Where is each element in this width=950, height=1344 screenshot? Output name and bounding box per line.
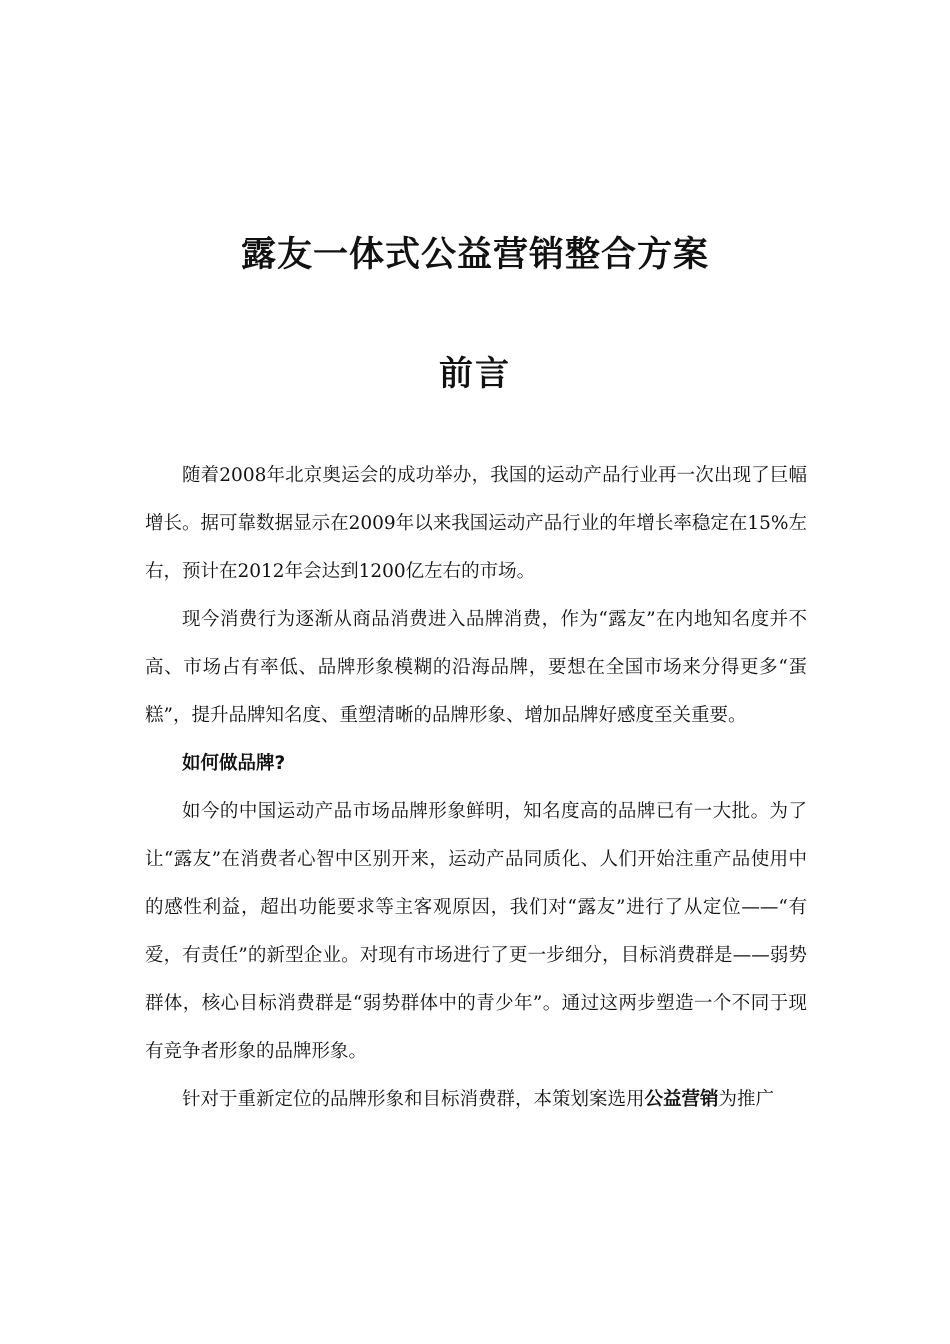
paragraph-4-text: 针对于重新定位的品牌形象和目标消费群，本策划案选用 [182,1089,645,1110]
paragraph-4-emphasis: 公益营销 [644,1089,719,1110]
paragraph-3: 如今的中国运动产品市场品牌形象鲜明，知名度高的品牌已有一大批。为了让“露友”在消费者心智中区别开来，运动产品同质化、人们开始注重产品使用中的感性利益，超出功能要求等主客观原因，我们对“露友”进行了从定位——“有爱，有责任”的新型企业。对现有市场进行了更一步细分，目标消费群是——弱势群体，核心目标消费群是“弱势群体中的青少年”。通过这两步塑造一个不同于现有竞争者形象的品牌形象。 [145,801,807,1062]
section-heading: 前言 [439,354,511,394]
document-body [145,452,807,1124]
document-title: 露友一体式公益营销整合方案 [240,234,709,275]
subheading: 如何做品牌? [182,753,286,774]
paragraph-4 [145,1076,807,1124]
paragraph-4-tail: 为推广 [718,1089,775,1110]
paragraph-2: 现今消费行为逐渐从商品消费进入品牌消费，作为“露友”在内地知名度并不高、市场占有率低、品牌形象模糊的沿海品牌，要想在全国市场来分得更多“蛋糕”，提升品牌知名度、重塑清晰的品牌形象、增加品牌好感度至关重要。 [145,609,807,726]
paragraph-1: 随着2008年北京奥运会的成功举办，我国的运动产品行业再一次出现了巨幅增长。据可靠数据显示在2009年以来我国运动产品行业的年增长率稳定在15%左右，预计在2012年会达到1200亿左右的市场。 [145,465,807,582]
